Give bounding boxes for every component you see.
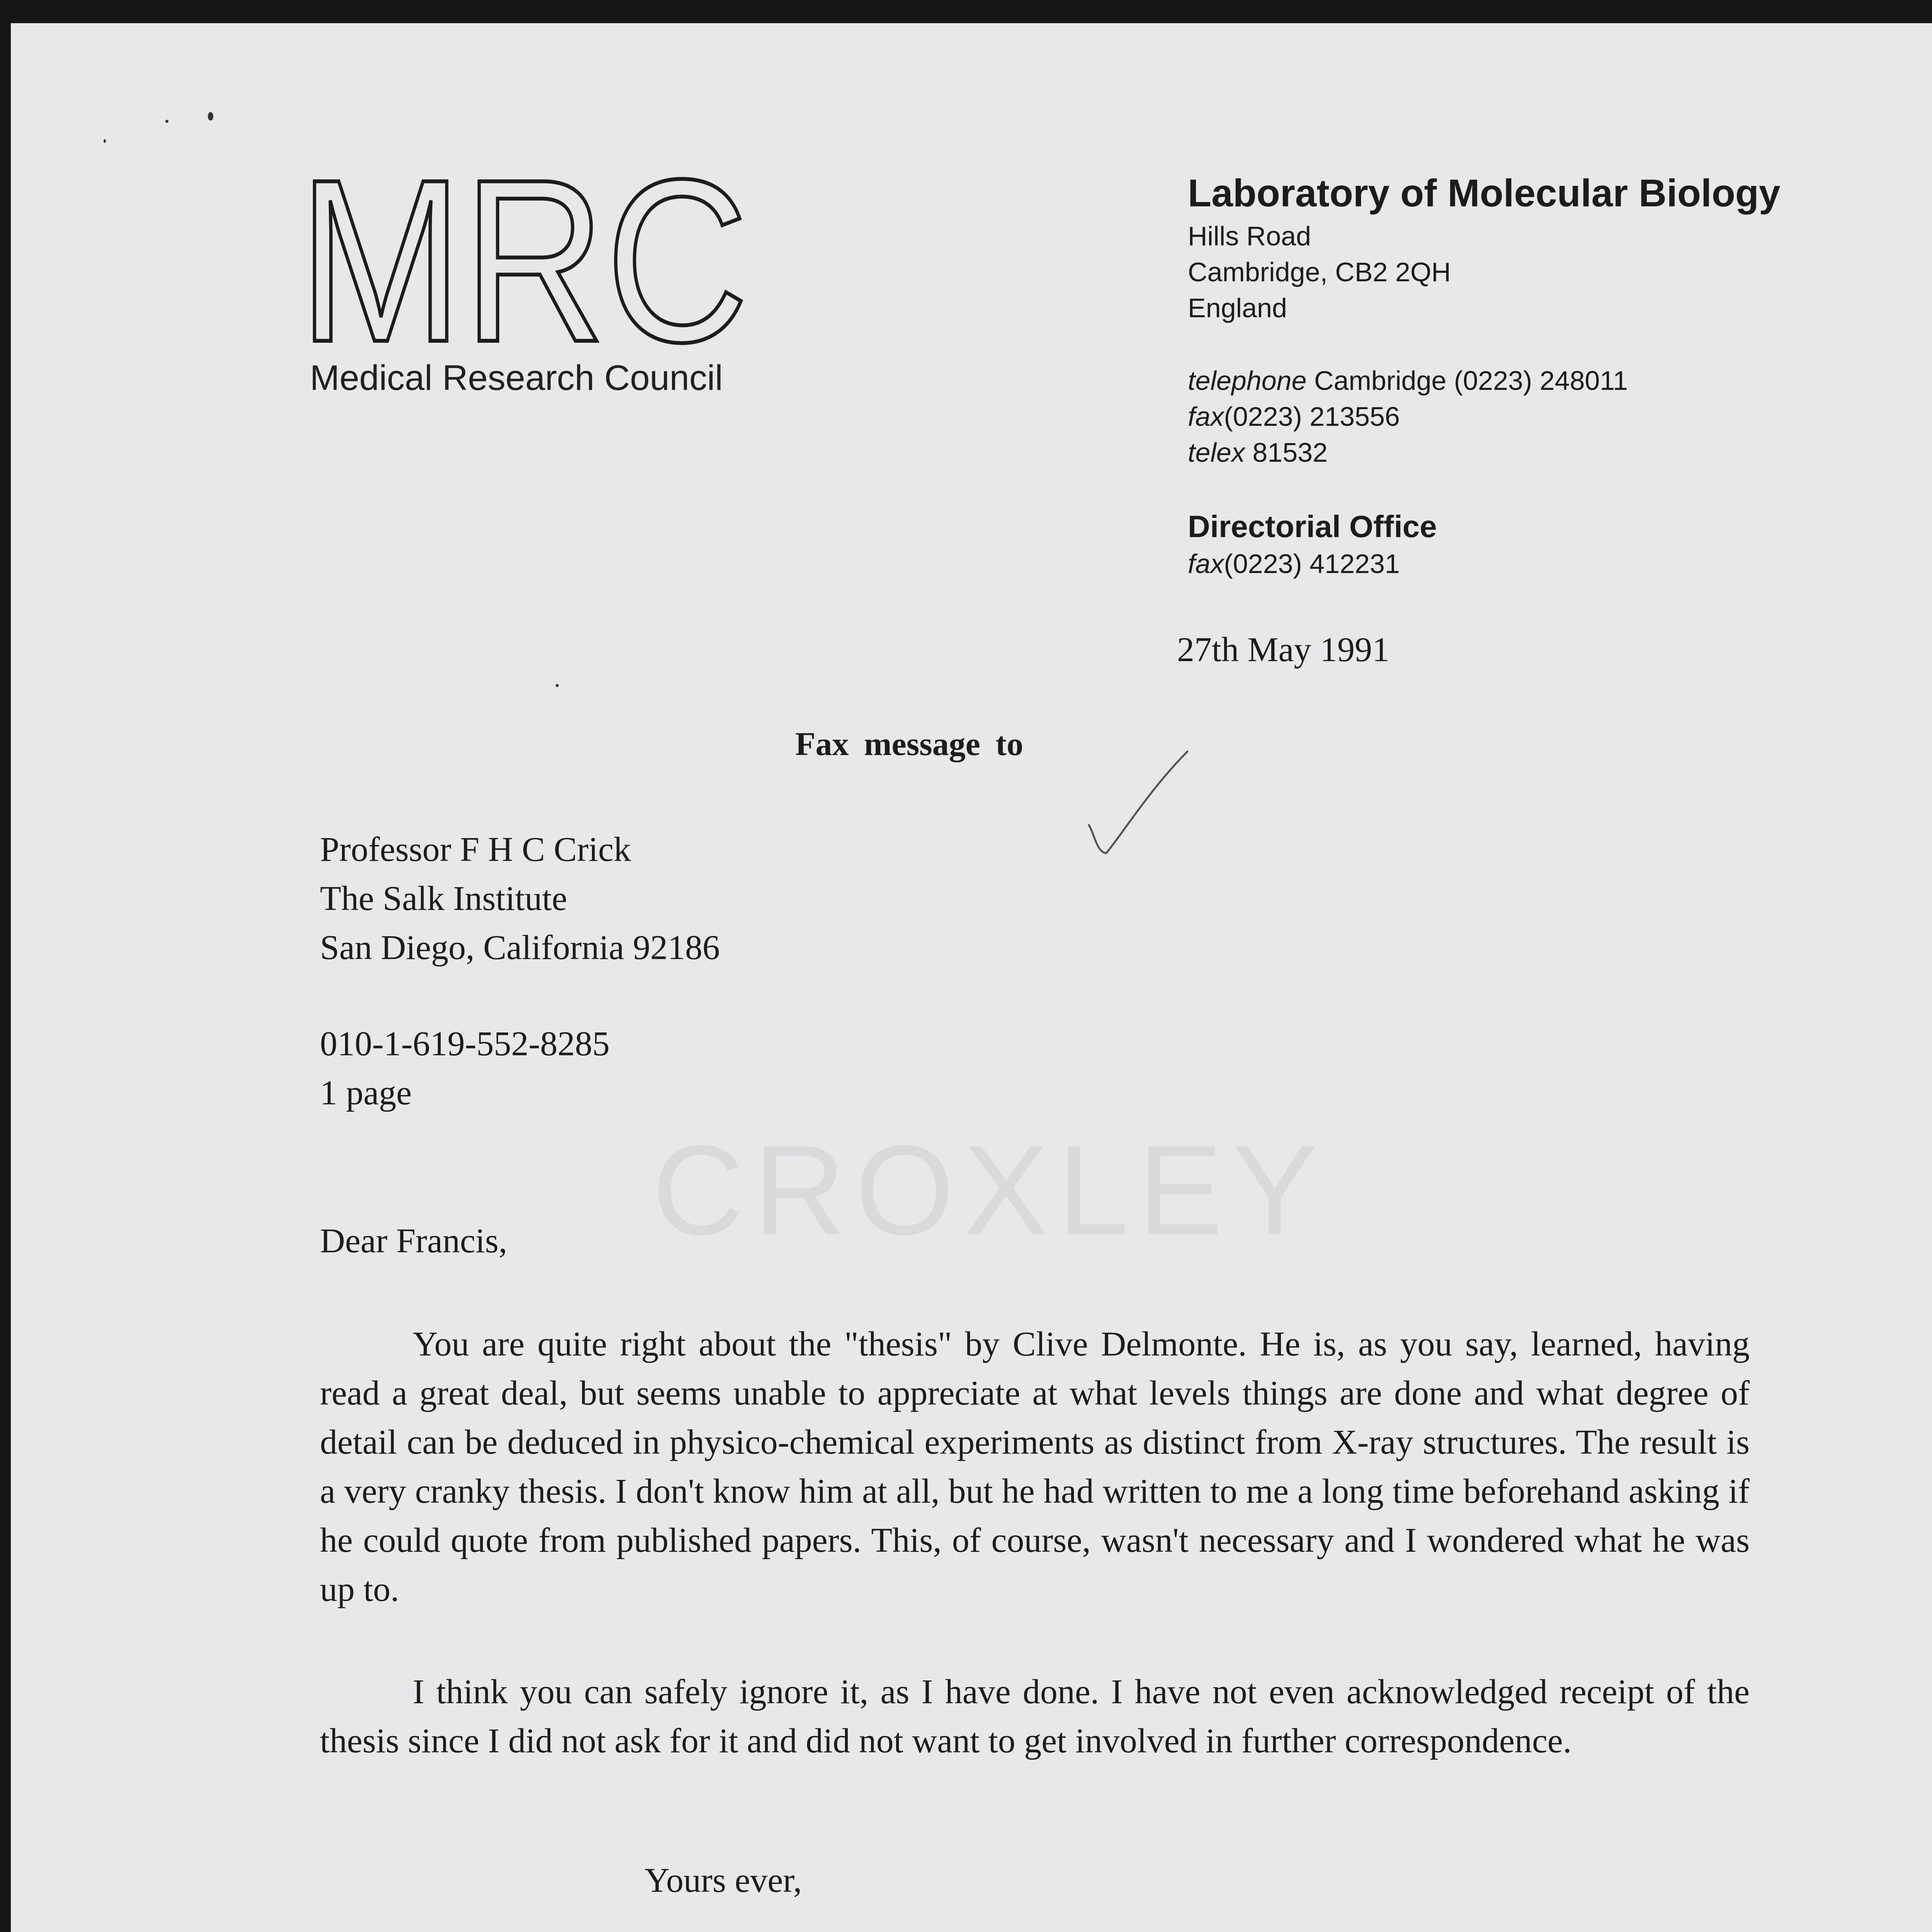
letter-page — [11, 23, 1932, 1932]
organization-name: Medical Research Council — [310, 358, 723, 398]
fax-line — [1188, 399, 1781, 435]
laboratory-name: Laboratory of Molecular Biology — [1188, 172, 1781, 215]
scan-speck — [165, 120, 168, 123]
telex-line — [1188, 435, 1781, 471]
fax-value: (0223) 213556 — [1224, 401, 1400, 432]
scan-speck — [104, 139, 106, 143]
closing: Yours ever, — [645, 1861, 802, 1900]
telex-value: 81532 — [1252, 437, 1328, 468]
checkmark-icon — [1085, 746, 1193, 873]
telephone-line — [1188, 363, 1781, 399]
letter-date: 27th May 1991 — [1177, 631, 1389, 669]
mrc-logo — [298, 162, 762, 398]
paper-watermark: CROXLEY — [652, 1119, 1327, 1261]
fax-heading: Fax message to — [795, 725, 1024, 762]
telephone-value: Cambridge (0223) 248011 — [1314, 366, 1628, 396]
fax-label: fax — [1188, 401, 1224, 432]
office-fax-value: (0223) 412231 — [1224, 549, 1400, 579]
salutation: Dear Francis, — [320, 1222, 507, 1260]
address-line: Hills Road — [1188, 221, 1311, 251]
letterhead-address — [1188, 168, 1781, 582]
telex-label: telex — [1188, 437, 1245, 468]
fax-number: 010-1-619-552-8285 — [320, 1025, 610, 1063]
mrc-logo-mark — [298, 162, 762, 355]
recipient-address — [320, 825, 720, 972]
scan-speck — [556, 684, 559, 687]
body-paragraph: I think you can safely ignore it, as I have done. I have not even acknowledged receipt of the thesis since I did not ask for it and did not want to get involved in further correspondence. — [320, 1673, 1750, 1760]
office-fax-line — [1188, 546, 1781, 582]
directorial-office-title: Directorial Office — [1188, 509, 1437, 544]
address-line: Cambridge, CB2 2QH — [1188, 257, 1451, 287]
page-count: 1 page — [320, 1074, 412, 1112]
telephone-label: telephone — [1188, 366, 1307, 396]
scan-speck — [208, 112, 213, 121]
svg-text:MRC: MRC — [298, 162, 748, 355]
address-line: England — [1188, 293, 1287, 323]
recipient-line: Professor F H C Crick — [320, 830, 631, 869]
office-fax-label: fax — [1188, 549, 1224, 579]
recipient-line: The Salk Institute — [320, 879, 567, 918]
fax-details — [320, 1019, 610, 1117]
recipient-line: San Diego, California 92186 — [320, 929, 720, 967]
body-paragraph: You are quite right about the "thesis" by Clive Delmonte. He is, as you say, learned, having read a great deal, but seems unable to appreciate at what levels things are done and what degree of detail can be deduced in physico-chemical experiments as distinct from X-ray structures. The result is a very cranky thesis. I don't know him at all, but he had written to me a long time beforehand asking if he could quote from published papers. This, of course, wasn't necessary and I wondered what he was up to. — [320, 1325, 1750, 1609]
